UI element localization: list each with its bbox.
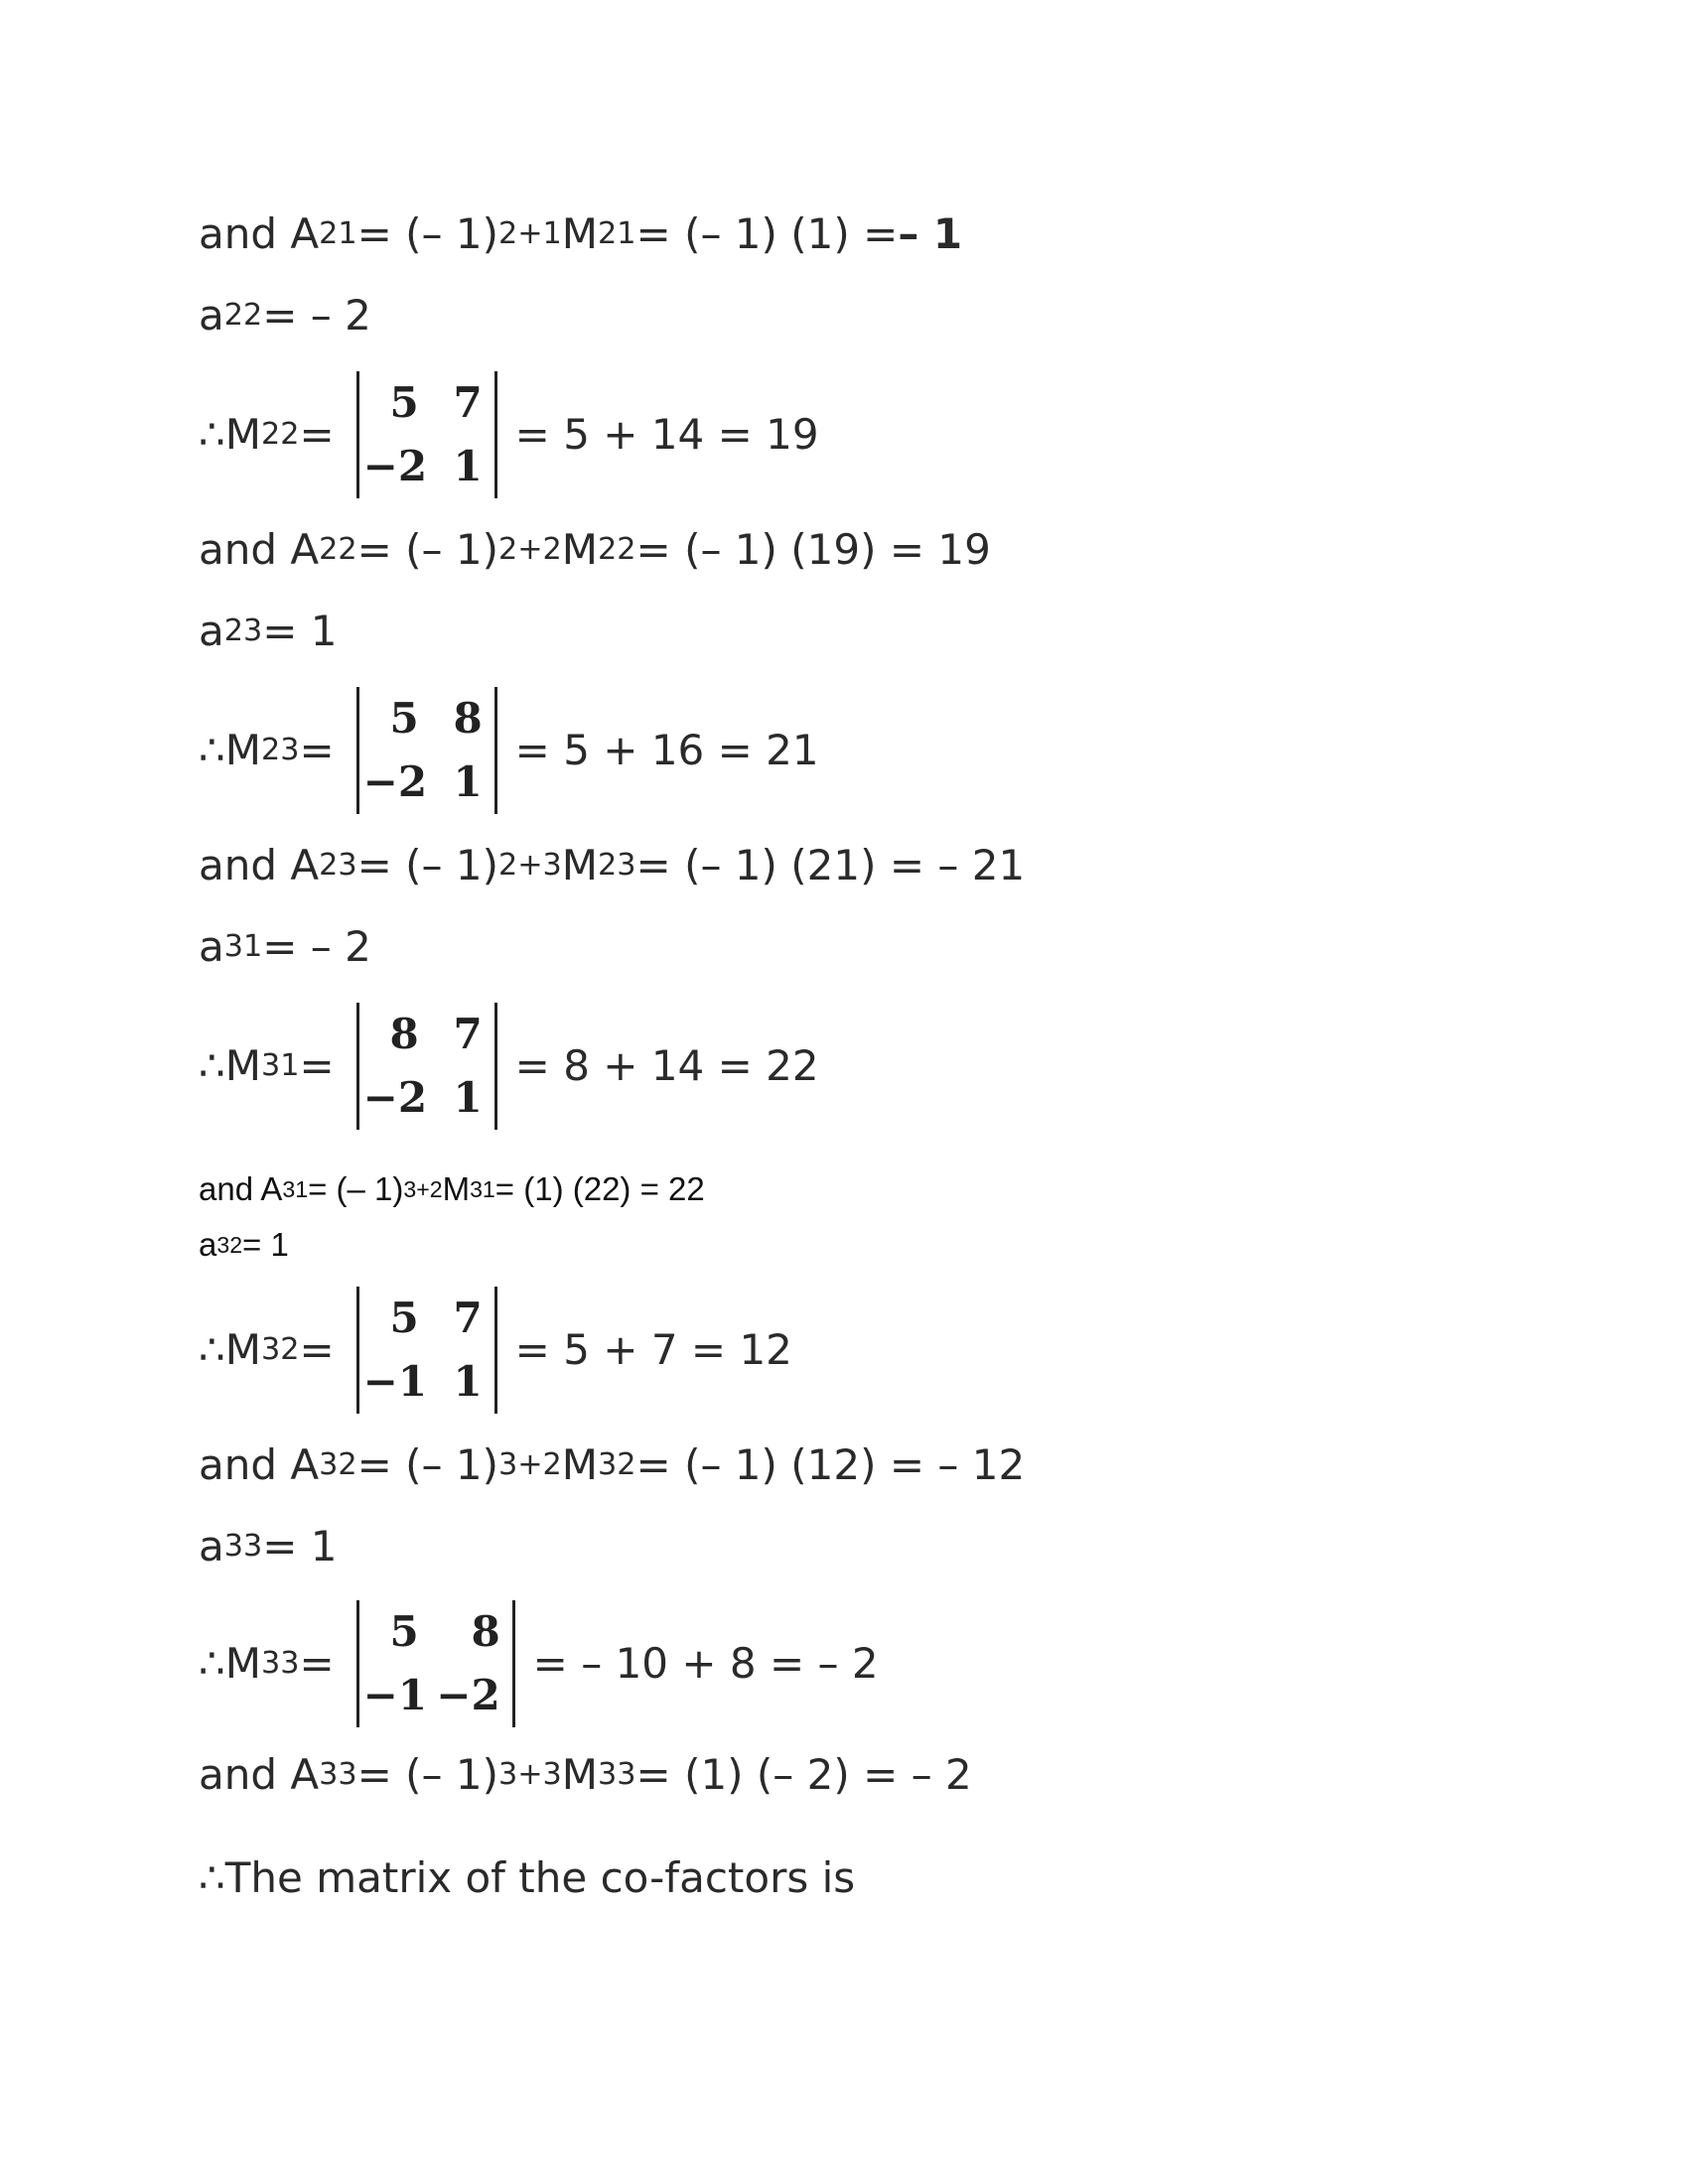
determinant [356,1287,497,1414]
therefore-symbol: ∴ [199,1853,225,1902]
text-segment: = (– 1) (21) = – 21 [635,841,1026,889]
text-segment: = (– 1) (19) = 19 [635,525,991,574]
text-segment: = 5 + 7 = 12 [514,1325,792,1374]
det-entry: 8 [453,694,483,743]
text-segment: = (– 1) (1) = [635,209,899,258]
det-entry: 5 [389,378,419,427]
text-segment: M [561,209,599,258]
element-a22-line: a 22 = – 2 [199,291,371,340]
text-segment: M [561,525,599,574]
determinant [356,1600,515,1727]
determinant [356,1003,497,1130]
text-segment: a [199,1226,217,1263]
det-entry: 7 [453,378,483,427]
therefore-symbol: ∴ [199,726,225,774]
text-segment: = 5 + 14 = 19 [514,410,819,459]
det-entry: −1 [362,1357,428,1406]
result-value: – 1 [898,209,963,258]
det-entry: 1 [453,442,483,490]
text-segment: = [299,1325,335,1374]
determinant [356,687,497,814]
text-segment: = – 2 [262,291,371,340]
element-a31-line: a 31 = – 2 [199,922,371,971]
text-segment: = (– 1) [356,1440,498,1489]
element-a23-line: a 23 = 1 [199,607,338,655]
text-segment: = 1 [262,607,338,655]
text-segment: a [199,607,224,655]
det-entry: −1 [362,1671,428,1719]
text-segment: M [561,841,599,889]
det-entry: 8 [389,1010,419,1058]
text-segment: = (– 1) [356,209,498,258]
text-segment: = [299,1639,335,1688]
text-segment: = 8 + 14 = 22 [514,1041,819,1090]
det-entry: 5 [389,1294,419,1342]
text-segment: M [224,410,261,459]
det-entry: 5 [389,694,419,743]
cofactor-a33-line: and A 33 = (– 1) 3+3 M 33 = (1) (– 2) = – 2 [199,1750,972,1799]
text-segment: The matrix of the co-factors is [224,1853,856,1902]
text-segment: = [299,1041,335,1090]
text-segment: = (– 1) [356,841,498,889]
text-segment: and A [199,525,320,574]
cofactor-a31-line: and A 31 = (– 1) 3+2 M 31 = (1) (22) = 22 [199,1170,705,1207]
minor-m33-line: ∴ M 33 = 5 8 −1 −2 = – 10 + 8 = – 2 [199,1600,879,1727]
det-entry: 1 [453,1073,483,1122]
text-segment: = 5 + 16 = 21 [514,726,819,774]
cofactor-a22-line: and A 22 = (– 1) 2+2 M 22 = (– 1) (19) = 19 [199,525,991,574]
therefore-symbol: ∴ [199,1639,225,1688]
text-segment: = (– 1) (12) = – 12 [635,1440,1026,1489]
det-entry: 5 [389,1607,419,1656]
text-segment: M [561,1440,599,1489]
det-entry: 1 [453,757,483,806]
text-segment: = – 10 + 8 = – 2 [532,1639,879,1688]
text-segment: = [299,726,335,774]
text-segment: M [224,1041,261,1090]
text-segment: and A [199,1440,320,1489]
text-segment: a [199,922,224,971]
det-entry: −2 [362,1073,428,1122]
text-segment: = 1 [262,1522,338,1570]
det-entry: −2 [362,757,428,806]
det-entry: 1 [453,1357,483,1406]
text-segment: and A [199,209,320,258]
text-segment: = (– 1) [356,1750,498,1799]
determinant [356,371,497,498]
cofactor-matrix-intro [199,1852,855,1904]
text-segment: = 1 [242,1226,289,1263]
det-entry: −2 [436,1671,500,1719]
element-a33-line: a 33 = 1 [199,1522,338,1570]
minor-m31-line: ∴ M 31 = 8 7 −2 1 = 8 + 14 = 22 [199,1003,819,1130]
minor-m23-line: ∴ M 23 = 5 8 −2 1 = 5 + 16 = 21 [199,687,819,814]
det-entry: 7 [453,1294,483,1342]
det-entry: 7 [453,1010,483,1058]
text-segment: and A [199,1750,320,1799]
text-segment: a [199,291,224,340]
text-segment: and A [199,1170,283,1207]
cofactor-a32-line: and A 32 = (– 1) 3+2 M 32 = (– 1) (12) = – 12 [199,1440,1026,1489]
det-entry: −2 [362,442,428,490]
text-segment: = (1) (22) = 22 [494,1170,705,1207]
text-segment: = [299,410,335,459]
minor-m22-line: ∴ M 22 = 5 7 −2 1 = 5 + 14 = 19 [199,371,819,498]
det-entry: 8 [471,1607,500,1656]
therefore-symbol: ∴ [199,1325,225,1374]
cofactor-a23-line: and A 23 = (– 1) 2+3 M 23 = (– 1) (21) = – 21 [199,841,1026,889]
text-segment: and A [199,841,320,889]
element-a32-line: a 32 = 1 [199,1226,289,1263]
minor-m32-line: ∴ M 32 = 5 7 −1 1 = 5 + 7 = 12 [199,1287,792,1414]
text-segment: = (– 1) [308,1170,404,1207]
text-segment: M [224,726,261,774]
therefore-symbol: ∴ [199,1041,225,1090]
text-segment: M [442,1170,471,1207]
therefore-symbol: ∴ [199,410,225,459]
text-segment: a [199,1522,224,1570]
text-segment: M [224,1325,261,1374]
text-segment: = – 2 [262,922,371,971]
text-segment: = (– 1) [356,525,498,574]
cofactor-a21-line: and A 21 = (– 1) 2+1 M 21 = (– 1) (1) = – 1 [199,209,963,258]
text-segment: M [561,1750,599,1799]
text-segment: M [224,1639,261,1688]
text-segment: = (1) (– 2) = – 2 [635,1750,972,1799]
